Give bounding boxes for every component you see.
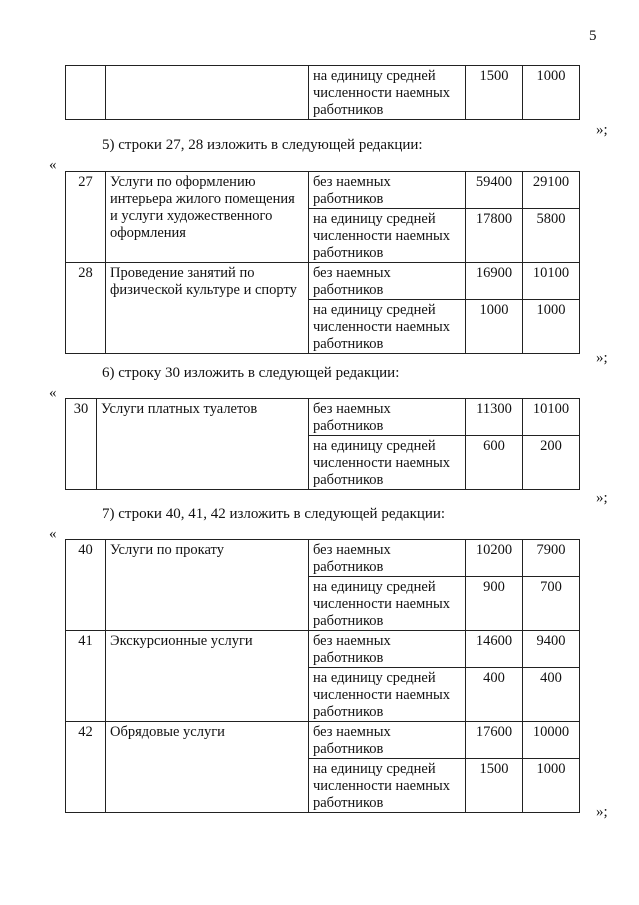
value-cell: 10200 xyxy=(466,540,523,577)
service-name-cell: Экскурсионные услуги xyxy=(106,631,309,722)
value-cell: 5800 xyxy=(523,209,580,263)
value-cell: 7900 xyxy=(523,540,580,577)
value-cell: 17800 xyxy=(466,209,523,263)
unit-cell: на единицу средней численности наемных работников xyxy=(309,436,466,490)
open-quote: « xyxy=(49,526,57,542)
table-row xyxy=(66,722,580,759)
unit-cell: на единицу средней численности наемных работников xyxy=(309,209,466,263)
value-cell: 1500 xyxy=(466,759,523,813)
value-cell: 10100 xyxy=(523,399,580,436)
value-cell: 16900 xyxy=(466,263,523,300)
value-cell: 17600 xyxy=(466,722,523,759)
open-quote: « xyxy=(49,157,57,173)
value-cell: 1000 xyxy=(523,300,580,354)
service-name-cell: Проведение занятий по физической культуре и спорту xyxy=(106,263,309,354)
section-5-table xyxy=(65,171,580,354)
close-quote: »; xyxy=(596,804,608,820)
table-row xyxy=(66,66,580,120)
close-quote: »; xyxy=(596,490,608,506)
value-cell: 59400 xyxy=(466,172,523,209)
table-row xyxy=(66,399,580,436)
unit-cell: на единицу средней численности наемных работников xyxy=(309,577,466,631)
value-cell: 14600 xyxy=(466,631,523,668)
value-cell: 400 xyxy=(523,668,580,722)
section-6-table xyxy=(65,398,580,490)
table-row xyxy=(66,540,580,577)
value-cell: 29100 xyxy=(523,172,580,209)
unit-cell: без наемных работников xyxy=(309,263,466,300)
value-cell: 1000 xyxy=(523,66,580,120)
close-quote: »; xyxy=(596,122,608,138)
unit-cell: без наемных работников xyxy=(309,540,466,577)
unit-cell: на единицу средней численности наемных работников xyxy=(309,66,466,120)
table-row xyxy=(66,263,580,300)
service-name-cell: Обрядовые услуги xyxy=(106,722,309,813)
value-cell: 1000 xyxy=(523,759,580,813)
value-cell: 600 xyxy=(466,436,523,490)
value-cell: 9400 xyxy=(523,631,580,668)
section-7-table xyxy=(65,539,580,813)
unit-cell: без наемных работников xyxy=(309,172,466,209)
row-number-cell xyxy=(66,66,106,120)
value-cell: 400 xyxy=(466,668,523,722)
service-name-cell: Услуги по прокату xyxy=(106,540,309,631)
row-number-cell: 41 xyxy=(66,631,106,722)
row-number-cell: 27 xyxy=(66,172,106,263)
section-5-heading: 5) строки 27, 28 изложить в следующей редакции: xyxy=(102,137,423,153)
continuation-table xyxy=(65,65,580,120)
unit-cell: без наемных работников xyxy=(309,722,466,759)
unit-cell: на единицу средней численности наемных работников xyxy=(309,668,466,722)
value-cell: 1500 xyxy=(466,66,523,120)
value-cell: 10000 xyxy=(523,722,580,759)
value-cell: 700 xyxy=(523,577,580,631)
service-name-cell: Услуги по оформлению интерьера жилого помещения и услуги художественного оформления xyxy=(106,172,309,263)
value-cell: 1000 xyxy=(466,300,523,354)
row-number-cell: 30 xyxy=(66,399,97,490)
close-quote: »; xyxy=(596,350,608,366)
section-7-heading: 7) строки 40, 41, 42 изложить в следующей редакции: xyxy=(102,506,446,522)
unit-cell: на единицу средней численности наемных работников xyxy=(309,300,466,354)
row-number-cell: 42 xyxy=(66,722,106,813)
value-cell: 10100 xyxy=(523,263,580,300)
section-6-heading: 6) строку 30 изложить в следующей редакции: xyxy=(102,365,400,381)
value-cell: 900 xyxy=(466,577,523,631)
service-name-cell: Услуги платных туалетов xyxy=(97,399,309,490)
value-cell: 200 xyxy=(523,436,580,490)
row-number-cell: 40 xyxy=(66,540,106,631)
table-row xyxy=(66,631,580,668)
value-cell: 11300 xyxy=(466,399,523,436)
open-quote: « xyxy=(49,385,57,401)
row-number-cell: 28 xyxy=(66,263,106,354)
service-name-cell xyxy=(106,66,309,120)
unit-cell: на единицу средней численности наемных работников xyxy=(309,759,466,813)
unit-cell: без наемных работников xyxy=(309,631,466,668)
table-row xyxy=(66,172,580,209)
unit-cell: без наемных работников xyxy=(309,399,466,436)
page-number: 5 xyxy=(589,28,597,44)
